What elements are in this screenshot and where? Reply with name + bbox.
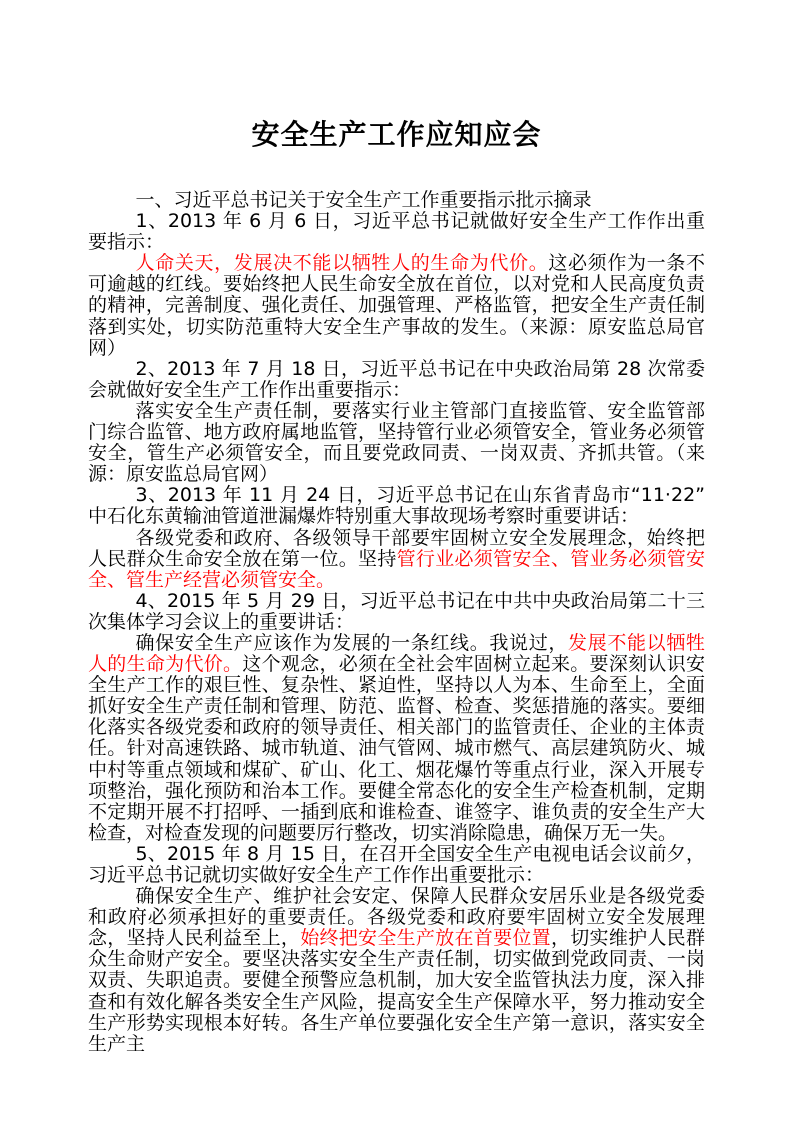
document-body: [88, 190, 705, 1055]
paragraph: [88, 253, 705, 358]
text-segment: 确保安全生产、维护社会安定、保障人民群众安居乐业是各级党委和政府必须承担好的重要责任。各级党委和政府要牢固树立安全发展理念，坚持人民利益至上，: [88, 885, 705, 950]
document-title: 安全生产工作应知应会: [251, 118, 542, 151]
text-segment: 这必须作为一条不可逾越的红线。要始终把人民生命安全放在首位，以对党和人民高度负责的精神，完善制度、强化责任、加强管理、严格监管，把安全生产责任制落到实处，切实防范重特大安全生产事故的发生。（来源：原安监总局官网）: [88, 252, 705, 359]
text-segment: 确保安全生产应该作为发展的一条红线。我说过，: [135, 631, 569, 654]
paragraph: [88, 886, 705, 1055]
section-heading: 一、习近平总书记关于安全生产工作重要指示批示摘录: [135, 189, 592, 211]
text-segment: 4、2015 年 5 月 29 日，习近平总书记在中共中央政治局第二十三次集体学习会议上的重要讲话：: [88, 589, 705, 633]
text-segment: 落实安全生产责任制，要落实行业主管部门直接监管、安全监管部门综合监管、地方政府属地监管，坚持管行业必须管安全，管业务必须管安全，管生产必须管安全，而且要党政同责、一岗双责、齐抓共管。（来源：原安监总局官网）: [88, 399, 705, 486]
emphasized-text-segment: 人命关天，发展决不能以牺牲人的生命为代价。: [135, 252, 549, 275]
text-segment: 各级党委和政府、各级领导干部要牢固树立安全发展理念，始终把人民群众生命安全放在第一位。坚持: [88, 526, 705, 570]
text-segment: 5、2015 年 8 月 15 日，在召开全国安全生产电视电话会议前夕，习近平总书记就切实做好安全生产工作作出重要批示：: [88, 842, 705, 886]
text-segment: 2、2013 年 7 月 18 日，习近平总书记在中央政治局第 28 次常委会就做好安全生产工作作出重要指示：: [88, 357, 705, 401]
paragraph: [88, 485, 705, 527]
paragraph: [88, 844, 705, 886]
emphasized-text-segment: 发展不能以牺牲人的生命为代价。: [88, 631, 705, 676]
text-segment: 1、2013 年 6 月 6 日，习近平总书记就做好安全生产工作作出重要指示：: [88, 210, 705, 254]
paragraph: [88, 528, 705, 591]
paragraph-list: [88, 211, 705, 1055]
paragraph: [88, 359, 705, 401]
emphasized-text-segment: 始终把安全生产放在首要位置: [300, 927, 551, 950]
text-segment: 这个观念，必须在全社会牢固树立起来。要深刻认识安全生产工作的艰巨性、复杂性、紧迫性，坚持以人为本、生命至上，全面抓好安全生产责任制和管理、防范、监督、检查、奖惩措施的落实。要细化落实各级党委和政府的领导责任、相关部门的监管责任、企业的主体责任。针对高速铁路、城市轨道、油气管网、城市燃气、高层建筑防火、城中村等重点领域和煤矿、矿山、化工、烟花爆竹等重点行业，深入开展专项整治，强化预防和治本工作。要健全常态化的安全生产检查机制，定期不定期开展不打招呼、一插到底和谁检查、谁签字、谁负责的安全生产大检查，对检查发现的问题要厉行整改，切实消除隐患，确保万无一失。: [88, 653, 705, 844]
paragraph: [88, 633, 705, 844]
paragraph: [88, 401, 705, 485]
paragraph: [88, 211, 705, 253]
text-segment: 3、2013 年 11 月 24 日，习近平总书记在山东省青岛市“11·22”中石化东黄输油管道泄漏爆炸特别重大事故现场考察时重要讲话：: [88, 484, 705, 528]
text-segment: ，切实维护人民群众生命财产安全。要坚决落实安全生产责任制，切实做到党政同责、一岗双责、失职追责。要健全预警应急机制，加大安全监管执法力度，深入排查和有效化解各类安全生产风险，提高安全生产保障水平，努力推动安全生产形势实现根本好转。各生产单位要强化安全生产第一意识，落实安全生产主: [88, 927, 705, 1055]
paragraph: [88, 591, 705, 633]
emphasized-text-segment: 管行业必须管安全、管业务必须管安全、管生产经营必须管安全。: [88, 547, 705, 591]
